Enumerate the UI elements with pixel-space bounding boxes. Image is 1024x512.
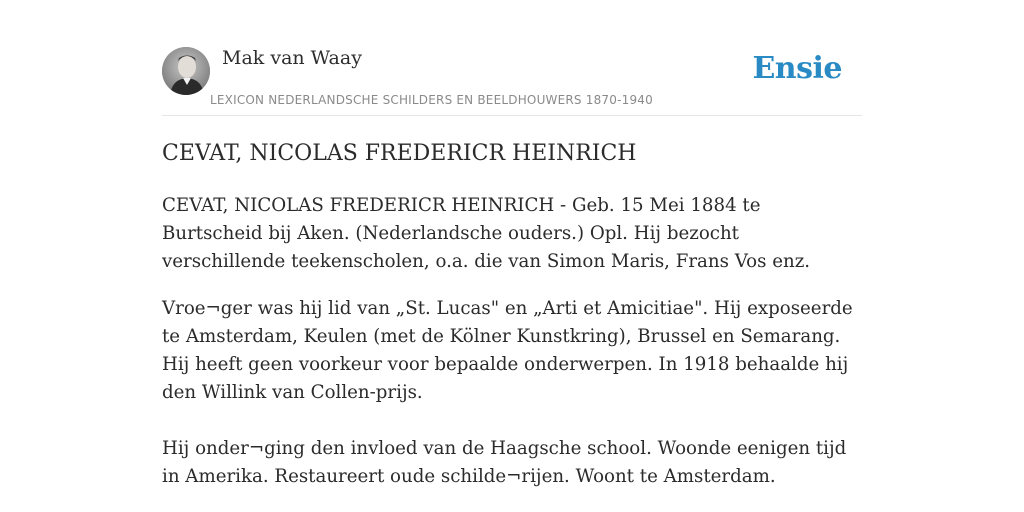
- entry-paragraph: Hij onder¬ging den invloed van de Haagsche school. Woonde eenigen tijd in Amerika. Restaureert oude schilde¬rijen. Woont te Amsterdam.: [162, 438, 847, 487]
- entry-title: CEVAT, NICOLAS FREDERICR HEINRICH: [162, 141, 637, 166]
- brand-logo[interactable]: Ensie: [752, 51, 842, 86]
- entry-paragraph: Vroe¬ger was hij lid van „St. Lucas" en „Arti et Amicitiae". Hij exposeerde te Amsterdam, Keulen (met de Kölner Kunstkring), Brussel en Semarang. Hij heeft geen voorkeur voor bepaalde onderwerpen. In 1918 behaalde hij den Willink van Collen-prijs.: [162, 298, 853, 403]
- page-header: [162, 46, 862, 116]
- author-avatar[interactable]: [162, 47, 210, 95]
- book-title[interactable]: LEXICON NEDERLANDSCHE SCHILDERS EN BEELDHOUWERS 1870-1940: [210, 93, 653, 107]
- author-name[interactable]: Mak van Waay: [222, 47, 362, 69]
- entry-body: [162, 192, 866, 510]
- portrait-photo-icon: [162, 47, 210, 95]
- entry-paragraph: CEVAT, NICOLAS FREDERICR HEINRICH - Geb. 15 Mei 1884 te Burtscheid bij Aken. (Nederlandsche ouders.) Opl. Hij bezocht verschillende teekenscholen, o.a. die van Simon Maris, Frans Vos enz.: [162, 195, 811, 272]
